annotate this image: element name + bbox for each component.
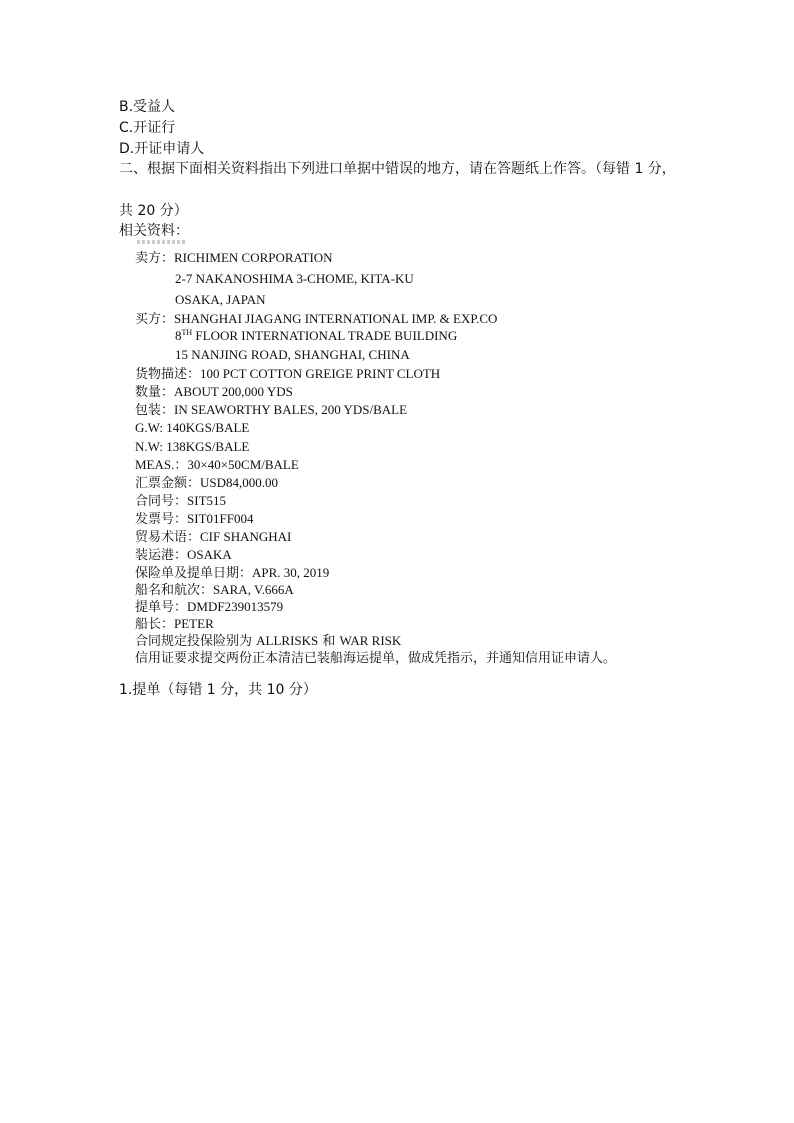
measurement-row: MEAS.：30×40×50CM/BALE bbox=[135, 457, 299, 472]
lc-requirement-row: 信用证要求提交两份正本清洁已装船海运提单，做成凭指示，并通知信用证申请人。 bbox=[135, 651, 617, 666]
cut-artifact bbox=[137, 240, 187, 244]
net-weight-row: N.W: 138KGS/BALE bbox=[135, 439, 250, 454]
buyer-label: 买方： bbox=[135, 312, 175, 327]
seller-name: RICHIMEN CORPORATION bbox=[174, 250, 333, 265]
quantity-row: 数量：ABOUT 200,000 YDS bbox=[135, 384, 293, 400]
vessel-row: 船名和航次：SARA, V.666A bbox=[135, 582, 294, 598]
gross-weight-row: G.W: 140KGS/BALE bbox=[135, 420, 250, 435]
trade-terms-row: 贸易术语：CIF SHANGHAI bbox=[135, 529, 292, 545]
buyer-row bbox=[135, 312, 497, 326]
goods-row: 货物描述：100 PCT COTTON GREIGE PRINT CLOTH bbox=[135, 366, 441, 382]
question-2-line-1: 二、根据下面相关资料指出下列进口单据中错误的地方，请在答题纸上作答。（每错 1 分， bbox=[119, 161, 676, 177]
buyer-address-1: 8TH FLOOR INTERNATIONAL TRADE BUILDING bbox=[175, 328, 458, 343]
option-d: D.开证申请人 bbox=[119, 141, 205, 157]
option-c: C.开证行 bbox=[119, 120, 176, 136]
insurance-row: 合同规定投保险别为 ALLRISKS 和 WAR RISK bbox=[135, 633, 402, 649]
packing-row: 包装：IN SEAWORTHY BALES, 200 YDS/BALE bbox=[135, 402, 408, 418]
materials-heading: 相关资料： bbox=[119, 223, 189, 239]
buyer-name: SHANGHAI JIAGANG INTERNATIONAL IMP. & EXP.CO bbox=[174, 311, 498, 326]
question-2-line-2: 共 20 分） bbox=[119, 203, 188, 219]
subquestion-1: 1.提单（每错 1 分，共 10 分） bbox=[119, 682, 317, 698]
invoice-row: 发票号：SIT01FF004 bbox=[135, 511, 254, 527]
seller-address-2: OSAKA, JAPAN bbox=[175, 292, 266, 307]
buyer-address-2: 15 NANJING ROAD, SHANGHAI, CHINA bbox=[175, 347, 410, 362]
bl-number-row: 提单号：DMDF239013579 bbox=[135, 599, 284, 615]
seller-label: 卖方： bbox=[135, 251, 175, 266]
contract-row: 合同号：SIT515 bbox=[135, 493, 227, 509]
draft-amount-row: 汇票金额：USD84,000.00 bbox=[135, 475, 279, 491]
option-b: B.受益人 bbox=[119, 99, 176, 115]
captain-row: 船长：PETER bbox=[135, 616, 214, 632]
seller-row bbox=[135, 251, 333, 265]
seller-address-1: 2-7 NAKANOSHIMA 3-CHOME, KITA-KU bbox=[175, 271, 414, 286]
document-date-row: 保险单及提单日期：APR. 30, 2019 bbox=[135, 565, 330, 581]
loading-port-row: 装运港：OSAKA bbox=[135, 547, 232, 563]
